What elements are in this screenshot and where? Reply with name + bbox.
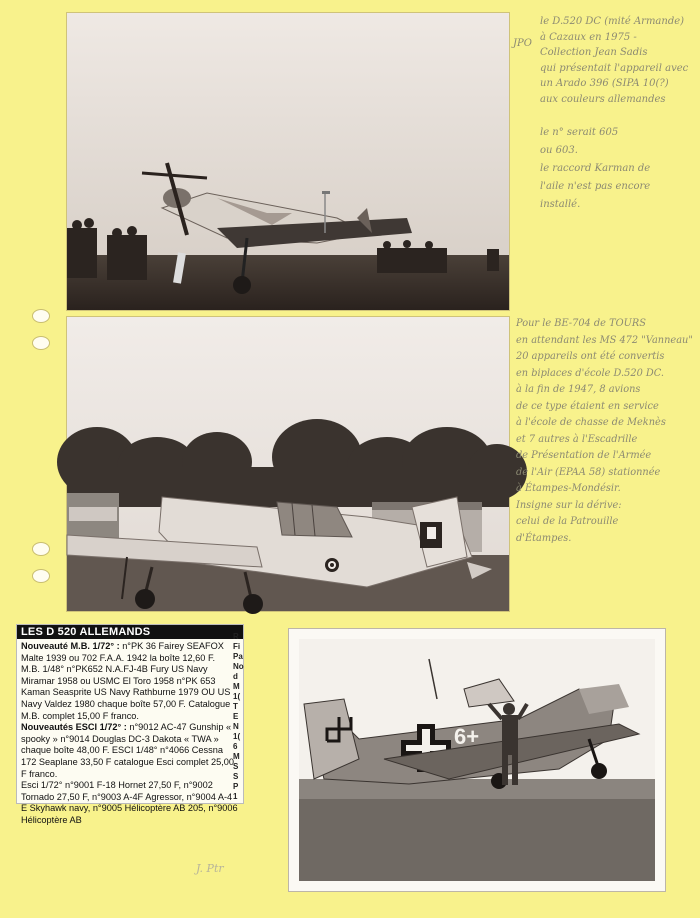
handwritten-note-middle: le n° serait 605 ou 603. le raccord Karman de l'aile n'est pas encore installé. [540, 127, 651, 210]
clipping-paragraph: M.B. 1/48° n°PK652 N.A.FJ-4B Fury US Navy Miramar 1958 ou USMC El Toro 1958 n°PK 653 Kaman Seasprite US Navy Rathburne 1979 OU US Navy Valdez 1980 chaque boîte 57,00 F. Catalogue M.B. complet 15,00 F franco. [21, 664, 231, 721]
clipping-paragraph: Nouveauté M.B. 1/72° : n°PK 36 Fairey SEAFOX Malte 1939 ou 702 F.A.A. 1942 la boîte 12,60 F. [21, 641, 224, 663]
photo-d520-luftwaffe [288, 628, 666, 892]
clipping-paragraph: Nouveautés ESCI 1/72° : n°9012 AC-47 Gunship « spooky » n°9014 Douglas DC-3 Dakota « TWA » chaque boîte 48,00 F. ESCI 1/48° n°4066 Cessna 172 Seaplane 33,50 F catalogue Esci complet 25,00 F franco. [21, 722, 234, 779]
magazine-clipping [16, 624, 244, 825]
clipping-paragraph: Esci 1/72° n°9001 F-18 Hornet 27,50 F, n°9002 Tornado 27,50 F, n°9003 A-4F Agressor, n°9004 A-4 E Skyhawk navy, n°9005 Hélicoptère AB 205, n°9006 Hélicoptère AB [21, 780, 238, 825]
photo-d520-airshow [66, 12, 510, 311]
handwritten-note-top: le D.520 DC (mité Armande) à Cazaux en 1975 - Collection Jean Sadis qui présentait l'appareil avec un Arado 396 (SIPA 10(?) aux couleurs allemandes [540, 16, 689, 105]
clipping-side-column: R Fi Pa No d M 1( T E N 1( 6 M S S P 1 [233, 632, 244, 801]
clipping-body [17, 639, 243, 829]
clipping-headline: LES D 520 ALLEMANDS [17, 625, 243, 639]
photo-d520dc-parked [66, 316, 510, 612]
binder-hole [32, 309, 50, 323]
binder-hole [32, 542, 50, 556]
binder-hole [32, 569, 50, 583]
binder-hole [32, 336, 50, 350]
handwritten-initials: JPO [513, 38, 532, 49]
handwritten-note-lower: Pour le BE-704 de TOURS en attendant les MS 472 "Vanneau" 20 appareils ont été convertis en biplaces d'école D.520 DC. à la fin de 1947, 8 avions de ce type étaient en service à l'école de chasse de Meknès et 7 autres à l'Escadrille de Présentation de l'Armée de l'Air (EPAA 58) stationnée à Étampes-Mondésir. Insigne sur la dérive: celui de la Patrouille d'Étampes. [516, 318, 693, 544]
signature: J. Ptr [196, 862, 224, 875]
fuselage-code: 6+ [454, 724, 480, 749]
